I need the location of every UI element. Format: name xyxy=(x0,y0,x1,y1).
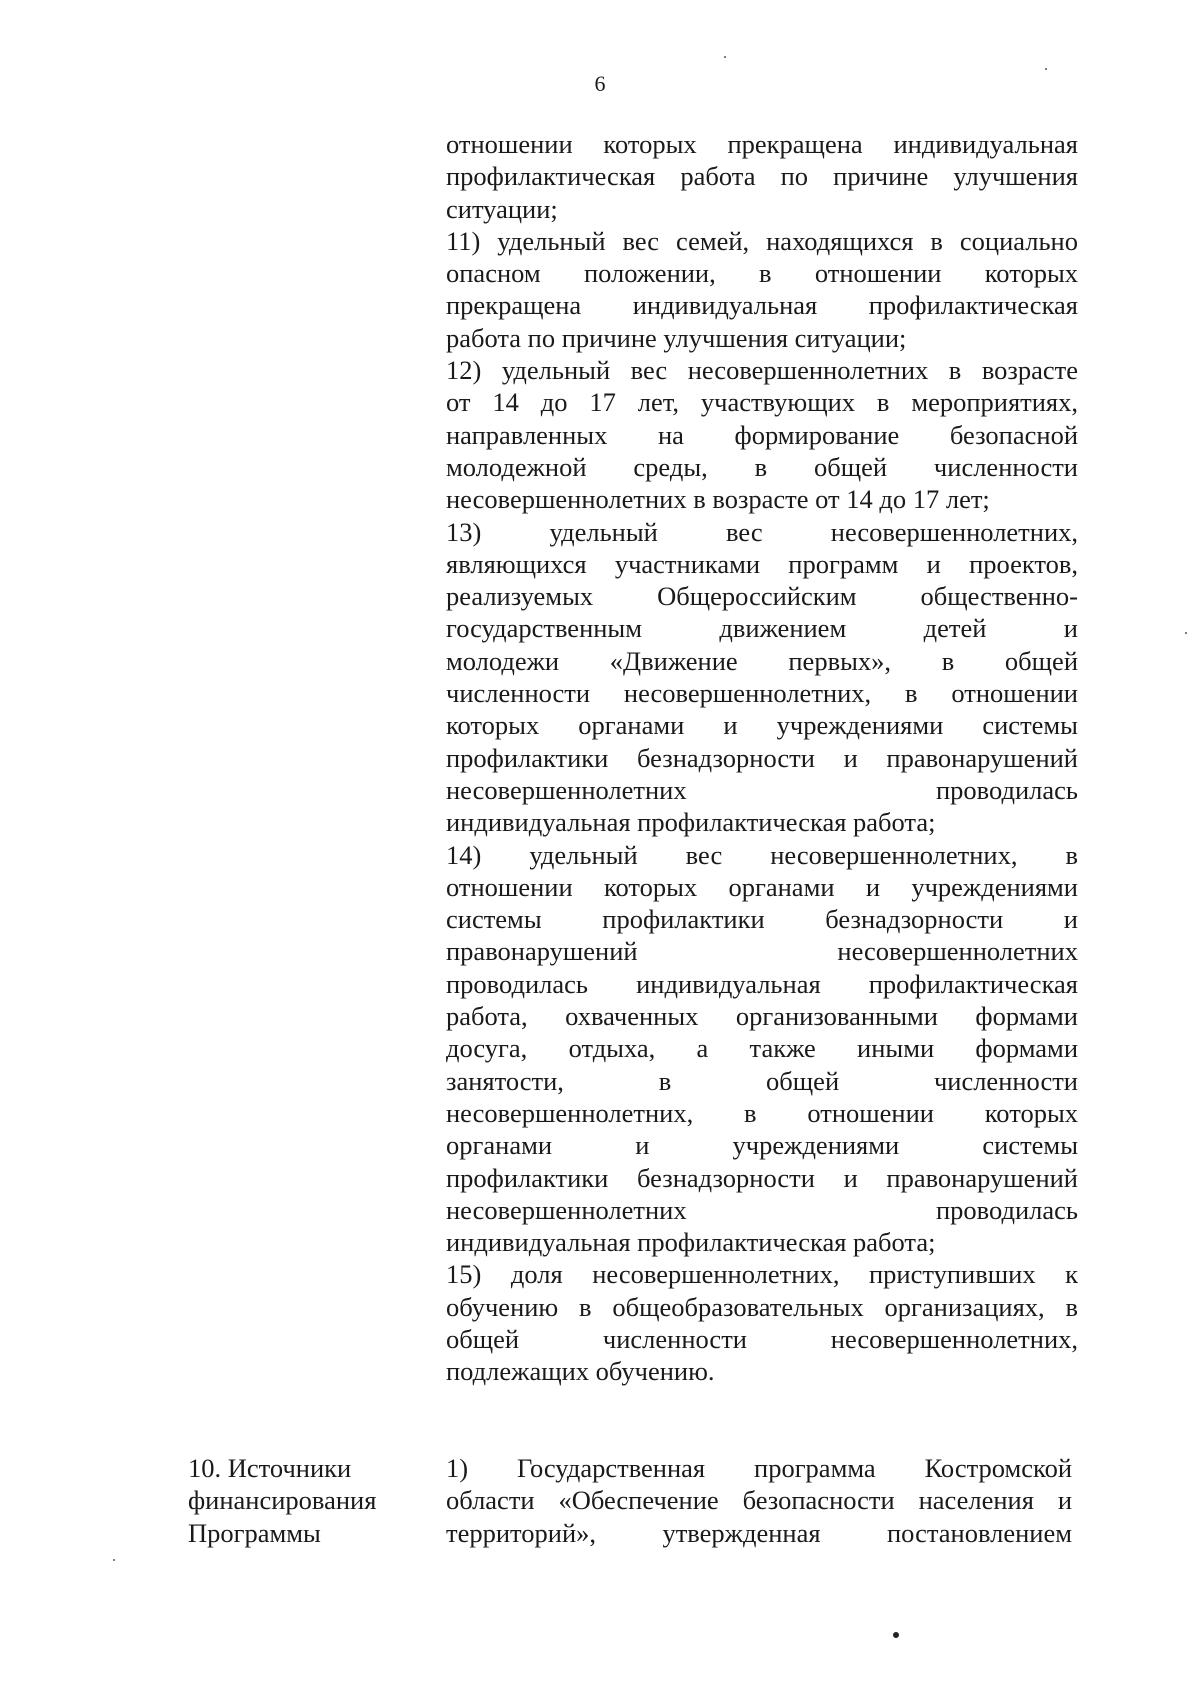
text-line: опасном положении, в отношении которых xyxy=(446,258,1078,289)
text-line: которых органами и учреждениями системы xyxy=(446,710,1078,741)
scan-speck xyxy=(113,1559,115,1561)
section-label-financing-sources xyxy=(188,1452,428,1549)
text-line: 12) удельный вес несовершеннолетних в возрасте xyxy=(446,355,1078,386)
text-line: реализуемых Общероссийским общественно- xyxy=(446,581,1078,612)
text-line: численности несовершеннолетних, в отношении xyxy=(446,678,1078,709)
text-line: проводилась индивидуальная профилактическая xyxy=(446,968,1078,999)
text-line: органами и учреждениями системы xyxy=(446,1130,1078,1161)
text-line: несовершеннолетних в возрасте от 14 до 17 лет; xyxy=(446,484,990,515)
text-line: от 14 до 17 лет, участвующих в мероприятиях, xyxy=(446,387,1078,418)
indicators-text-block xyxy=(446,128,1078,1388)
text-line: 1) Государственная программа Костромской xyxy=(446,1453,1072,1483)
text-line: системы профилактики безнадзорности и xyxy=(446,904,1078,935)
text-line: индивидуальная профилактическая работа; xyxy=(446,1227,936,1258)
text-line: территорий», утвержденная постановлением xyxy=(446,1517,1072,1548)
text-line: обучению в общеобразовательных организациях, в xyxy=(446,1291,1078,1322)
text-line: ситуации; xyxy=(446,193,558,224)
text-line: правонарушений несовершеннолетних xyxy=(446,936,1078,967)
text-line: являющихся участниками программ и проектов, xyxy=(446,548,1078,579)
text-line: занятости, в общей численности xyxy=(446,1065,1078,1096)
text-line: 13) удельный вес несовершеннолетних, xyxy=(446,516,1078,547)
text-line: профилактики безнадзорности и правонарушений xyxy=(446,742,1078,773)
text-line: профилактическая работа по причине улучшения xyxy=(446,161,1078,192)
financing-text-block xyxy=(446,1452,1072,1549)
text-line: несовершеннолетних проводилась xyxy=(446,774,1078,805)
text-line: профилактики безнадзорности и правонарушений xyxy=(446,1162,1078,1193)
text-line: 11) удельный вес семей, находящихся в социально xyxy=(446,225,1078,256)
text-line: 15) доля несовершеннолетних, приступивших к xyxy=(446,1259,1078,1290)
scan-speck xyxy=(1045,68,1047,70)
text-line: работа, охваченных организованными формами xyxy=(446,1001,1078,1032)
page-number: 6 xyxy=(594,71,606,96)
text-line: молодежи «Движение первых», в общей xyxy=(446,645,1078,676)
text-line: направленных на формирование безопасной xyxy=(446,419,1078,450)
text-line: молодежной среды, в общей численности xyxy=(446,451,1078,482)
text-line: подлежащих обучению. xyxy=(446,1356,715,1387)
scan-speck xyxy=(1185,632,1187,634)
section-label-line: финансирования xyxy=(188,1485,377,1516)
text-line: общей численности несовершеннолетних, xyxy=(446,1323,1078,1354)
text-line: отношении которых органами и учреждениями xyxy=(446,871,1078,902)
scan-speck xyxy=(893,1632,899,1638)
text-line: досуга, отдыха, а также иными формами xyxy=(446,1033,1078,1064)
text-line: области «Обеспечение безопасности населения и xyxy=(446,1485,1072,1516)
scan-speck xyxy=(724,56,726,58)
text-line: 14) удельный вес несовершеннолетних, в xyxy=(446,839,1078,870)
text-line: индивидуальная профилактическая работа; xyxy=(446,807,936,838)
text-line: работа по причине улучшения ситуации; xyxy=(446,322,907,353)
section-label-line: 10. Источники xyxy=(188,1453,352,1483)
text-line: отношении которых прекращена индивидуальная xyxy=(446,129,1078,159)
section-label-line: Программы xyxy=(188,1517,321,1548)
text-line: прекращена индивидуальная профилактическая xyxy=(446,290,1078,321)
text-line: государственным движением детей и xyxy=(446,613,1078,644)
text-line: несовершеннолетних, в отношении которых xyxy=(446,1097,1078,1128)
text-line: несовершеннолетних проводилась xyxy=(446,1194,1078,1225)
